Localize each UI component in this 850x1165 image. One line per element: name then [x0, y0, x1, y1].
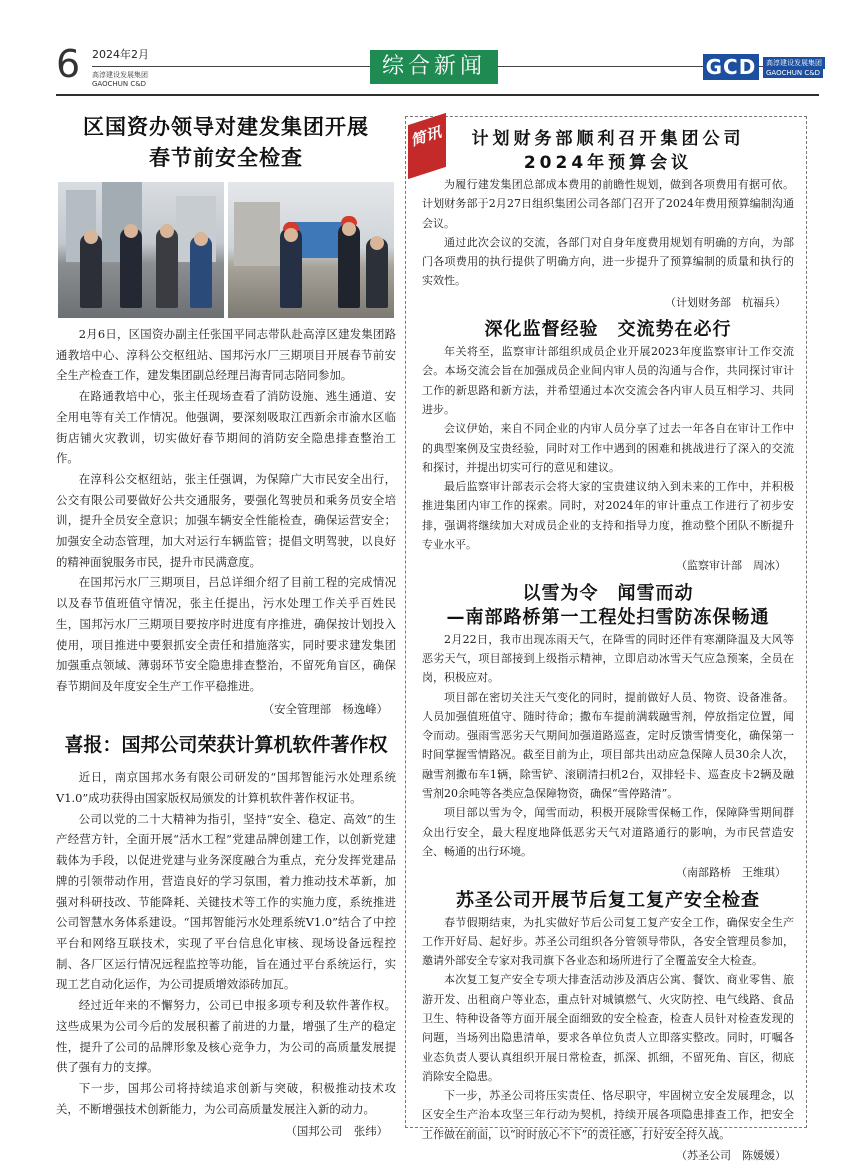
article-audit-exchange-title: 深化监督经验 交流势在必行	[484, 319, 732, 341]
publisher-name-en: GAOCHUN C&D	[92, 80, 147, 88]
page-number: 6	[56, 42, 81, 86]
byline: （苏圣公司 陈媛媛）	[676, 1149, 786, 1163]
inspection-photo-2	[228, 182, 394, 318]
masthead	[0, 0, 850, 100]
paragraph: 通过此次会议的交流，各部门对自身年度费用规划有明确的方向，为部门各项费用的执行提供了明确方向，进一步提升了预算编制的质量和执行的实效性。	[422, 235, 794, 288]
section-title: 综合新闻	[370, 50, 498, 84]
byline: （安全管理部 杨逸峰）	[262, 701, 388, 716]
paragraph: 近日，南京国邦水务有限公司研发的“国邦智能污水处理系统V1.0”成功获得由国家版权局颁发的计算机软件著作权证书。	[56, 770, 396, 806]
paragraph: 2月22日，我市出现冻雨天气，在降雪的同时还伴有寒潮降温及大风等恶劣天气，项目部接到上级指示精神，立即启动冰雪天气应急预案，全员在岗，积极应对。	[422, 632, 794, 685]
byline: （南部路桥 王维琪）	[676, 866, 786, 880]
paragraph: 项目部以雪为令，闻雪而动，积极开展除雪保畅工作，保障降雪期间群众出行安全，最大程度地降低恶劣天气对道路通行的影响，为市民营造安全、畅通的出行环境。	[422, 806, 794, 858]
byline: （计划财务部 杭福兵）	[665, 295, 786, 309]
publisher-name-cn: 高淳建设发展集团	[92, 71, 148, 79]
article-photos	[58, 182, 396, 318]
paragraph: 年关将至，监察审计部组织成员企业开展2023年度监察审计工作交流会。本场交流会旨在加强成员企业间内审人员的沟通与合作，共同探讨审计工作的新思路和新方法，并希望通过本次交流会各内审人员互相学习、共同进步。	[422, 345, 794, 416]
header-divider	[56, 94, 819, 96]
paragraph: 下一步，国邦公司将持续追求创新与突破，积极推动技术攻关，不断增强技术创新能力，为公司高质量发展注入新的动力。	[56, 1080, 396, 1116]
title-line-1: 以雪为令 闻雪而动	[522, 582, 694, 604]
paragraph: 春节假期结束，为扎实做好节后公司复工复产安全工作，确保安全生产工作开好局、起好步。苏圣公司组织各分管领导带队，各安全管理员参加，邀请外部安全专家对我司旗下各业态和场所进行了全覆盖安全大检查。	[422, 915, 794, 968]
article-safety-inspection-title	[56, 112, 396, 174]
title-line-2: —南部路桥第一工程处扫雪防冻保畅通	[446, 606, 770, 628]
paragraph: 会议伊始，来自不同企业的内审人员分享了过去一年各自在审计工作中的典型案例及宝贵经验，同时对工作中遇到的困难和挑战进行了深入的交流和探讨，并提出切实可行的意见和建议。	[422, 422, 794, 474]
inspection-photo-1	[58, 182, 224, 318]
paragraph: 最后监察审计部表示会将大家的宝贵建议纳入到未来的工作中，并积极推进集团内审工作的探索。同时，对2024年的审计重点工作进行了初步安排，强调将继续加大对成员企业的支持和指导力度，推动整个团队不断提升专业水平。	[422, 480, 794, 552]
article-software-copyright-title: 喜报：国邦公司荣获计算机软件著作权	[64, 734, 388, 757]
title-line-1: 区国资办领导对建发集团开展	[83, 115, 369, 139]
left-column	[56, 112, 396, 1142]
paragraph: 下一步，苏圣公司将压实责任、恪尽职守，牢固树立安全发展理念，以区安全生产治本攻坚三年行动为契机，持续开展各项隐患排查工作，把安全工作做在前面，以“时时放心不下”的责任感，打好安全持久战。	[422, 1089, 794, 1141]
paragraph: 2月6日，区国资办副主任张国平同志带队赴高淳区建发集团路通教培中心、淳科公交枢纽站、国邦污水厂三期项目开展春节前安全生产检查工作，建发集团副总经理吕海青同志陪同参加。	[56, 327, 396, 383]
logo-caption-cn: 高淳建设发展集团	[763, 57, 825, 69]
article-budget-meeting-title	[422, 127, 794, 175]
paragraph: 在淳科公交枢纽站，张主任强调，为保障广大市民安全出行，公交有限公司要做好公共交通服务，要强化驾驶员和乘务员安全培训，提升全员安全意识；加强车辆安全性能检查，确保运营安全；加强安全动态管理，加大对运行车辆监管；提倡文明驾驶，以良好的精神面貌服务市民，提升市民满意度。	[56, 471, 396, 569]
byline: （国邦公司 张纬）	[285, 1124, 388, 1139]
paragraph: 项目部在密切关注天气变化的同时，提前做好人员、物资、设备准备。人员加强值班值守、随时待命；撒布车提前满载融雪剂，停放指定位置，闻令而动。强雨雪恶劣天气期间加强道路巡查，定时反馈雪情变化，确保第一时间掌握雪情路况。截至目前为止，项目部共出动应急保障人员30余人次，融雪剂撒布车1辆，除雪铲、滚刷清扫机2台，双排轻卡、巡查皮卡2辆及融雪剂20余吨等各类应急保障物资，确保“雪停路清”。	[422, 690, 794, 801]
paragraph: 在国邦污水厂三期项目，吕总详细介绍了目前工程的完成情况以及春节值班值守情况，张主任提出，污水处理工作关乎百姓民生，国邦污水厂三期项目要按序时进度有序推进，确保按计划投入使用，项目推进中要狠抓安全责任和措施落实，同时要求建发集团加强重点领域、薄弱环节安全隐患排查整治，不留死角盲区，确保春节期间及年度安全生产工作平稳推进。	[56, 575, 396, 693]
title-line-1: 计划财务部顺利召开集团公司	[471, 129, 745, 149]
paragraph: 经过近年来的不懈努力，公司已申报多项专利及软件著作权。这些成果为公司今后的发展积蓄了前进的力量，增强了生产的稳定性，提升了公司的品牌形象及核心竞争力，为公司的高质量发展提供了强有力的支撑。	[56, 998, 396, 1075]
brief-news-badge: 简讯	[408, 113, 446, 179]
logo-caption-en: GAOCHUN C&D	[763, 68, 823, 78]
issue-date: 2024年2月	[92, 48, 149, 61]
paragraph: 本次复工复产安全专项大排查活动涉及酒店公寓、餐饮、商业零售、旅游开发、出租商户等业态，重点针对城镇燃气、火灾防控、电气线路、食品卫生、特种设备等方面开展全面细致的安全检查，检查人员针对检查发现的问题，当场列出隐患清单，要求各单位负责人立即落实整改。同时，叮嘱各业态负责人要认真组织开展日常检查，抓深、抓细，不留死角、盲区，彻底消除安全隐患。	[422, 973, 794, 1083]
brief-news-content	[422, 127, 794, 1165]
title-line-2: 春节前安全检查	[149, 146, 303, 170]
brief-news-box	[405, 116, 807, 1163]
gcd-logo: GCD	[703, 54, 759, 80]
article-resumption-inspection-title: 苏圣公司开展节后复工复产安全检查	[456, 889, 760, 911]
paragraph: 为履行建发集团总部成本费用的前瞻性规划，做到各项费用有据可依。计划财务部于2月27日组织集团公司各部门召开了2024年费用预算编制沟通会议。	[422, 178, 794, 230]
byline: （监察审计部 周冰）	[676, 559, 786, 573]
article-snow-clearing-title	[422, 582, 794, 630]
paragraph: 在路通教培中心，张主任现场查看了消防设施、逃生通道、安全用电等有关工作情况。他强调，要深刻吸取江西新余市渝水区临街店铺火灾教训，切实做好春节期间的消防安全隐患排查整治工作。	[56, 389, 396, 466]
title-line-2: 2024年预算会议	[523, 153, 693, 173]
paragraph: 公司以党的二十大精神为指引，坚持“安全、稳定、高效”的生产经营方针，全面开展“活水工程”党建品牌创建工作，以创新党建载体为手段，以促进党建与业务深度融合为重点，充分发挥党建品牌的引领带动作用，营造良好的学习氛围，着力推动技术革新，加强对科研技改、节能降耗、关键技术等工作的实施力度，系统推进公司智慧水务体系建设。“国邦智能污水处理系统V1.0”结合了中控平台和网络互联技术，实现了平台信息化审核、现场设备远程控制、各厂区运行情况远程监控等功能，旨在通过平台系统运行，实现工艺自动化运作，为公司提质增效添砖加瓦。	[56, 811, 396, 992]
